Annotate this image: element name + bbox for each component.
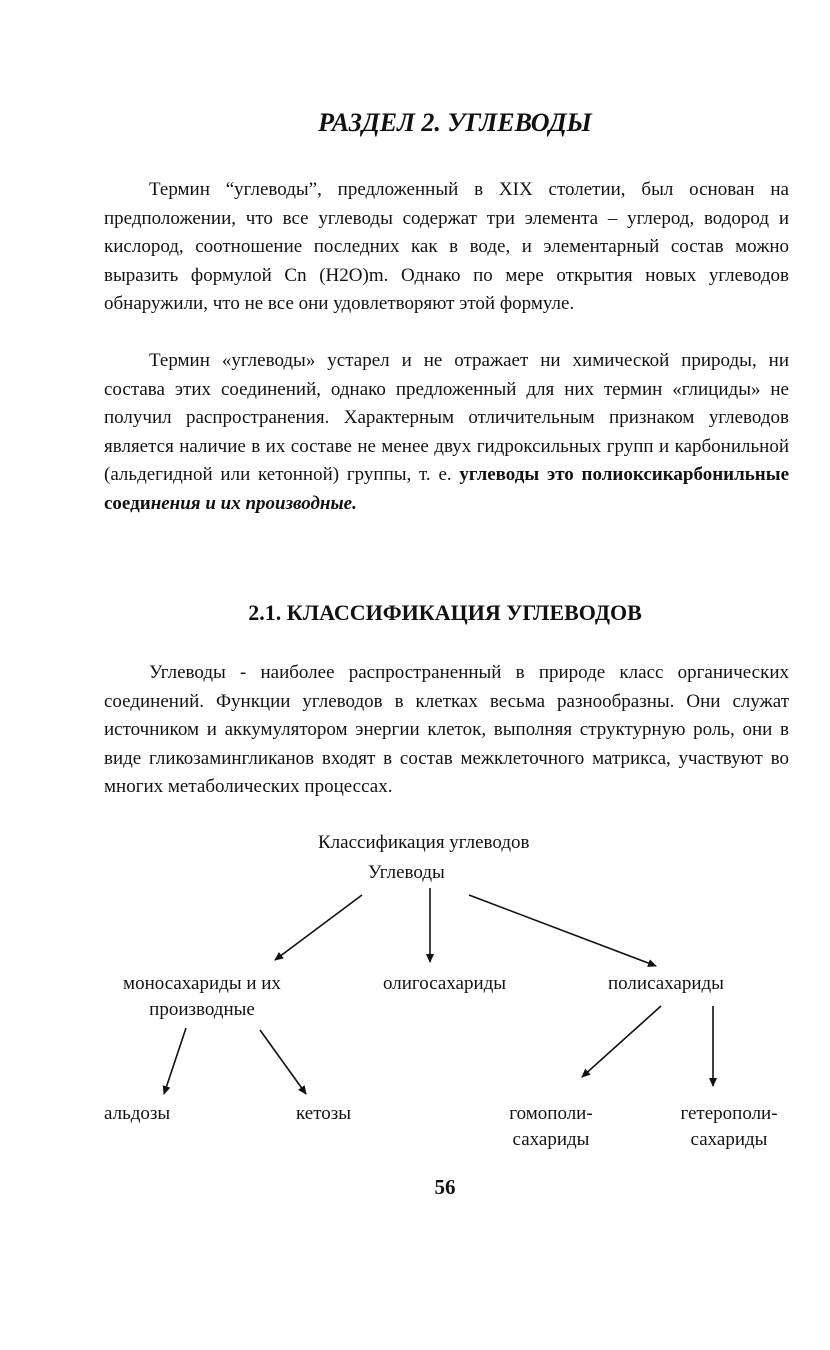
node-carbohydrates: Углеводы: [368, 862, 445, 883]
subsection-title: 2.1. КЛАССИФИКАЦИЯ УГЛЕВОДОВ: [248, 600, 642, 625]
arrow-mono-to-ketoses: [260, 1030, 306, 1094]
node-heteropolysaccharides-line1: гетерополи-: [680, 1103, 778, 1124]
paragraph-terminology-text: Термин «углеводы» устарел и не отражает ни химической природы, ни состава этих соединений, однако предложенный для них термин «глициды» не получил распространения. Характерным отличительным признаком углеводов является наличие в их составе не менее двух гидроксильных групп и карбонильной (альдегидной или кетонной) группы, т. е.: [104, 350, 789, 485]
node-ketoses: кетозы: [296, 1103, 352, 1124]
paragraph-classification: Углеводы - наиболее распространенный в природе класс органических соединений. Функции углеводов в клетках весьма разнообразны. Они служат источником и аккумулятором энергии клеток, выполняя структурную роль, они в виде гликозамингликанов входят в состав межклеточного матрикса, участвуют во многих метаболических процессах.: [104, 662, 789, 797]
definition-bold: углеводы это полиоксикарбонильные соеди: [104, 464, 790, 514]
arrow-poly-to-homo: [582, 1006, 661, 1077]
section-title: РАЗДЕЛ 2. УГЛЕВОДЫ: [318, 108, 592, 137]
node-heteropolysaccharides-line2: сахариды: [690, 1129, 768, 1150]
arrow-root-to-mono: [275, 895, 362, 960]
node-homopolysaccharides: [496, 1101, 606, 1153]
paragraph-terminology: [104, 347, 789, 518]
node-homopolysaccharides-line1: гомополи-: [509, 1103, 593, 1124]
node-aldoses: альдозы: [104, 1103, 171, 1124]
definition-bold-italic: нения и их производные.: [150, 492, 357, 514]
paragraph-intro: Термин “углеводы”, предложенный в XIX столетии, был основан на предположении, что все углеводы содержат три элемента – углерод, водород и кислород, соотношение последних как в воде, и элементарный состав можно выразить формулой Cn (H2O)m. Однако по мере открытия новых углеводов обнаружили, что не все они удовлетворяют этой формуле.: [104, 179, 789, 314]
node-homopolysaccharides-line2: сахариды: [512, 1129, 590, 1150]
node-monosaccharides: [104, 971, 300, 1023]
node-polysaccharides: полисахариды: [608, 973, 724, 994]
page-number: 56: [434, 1175, 456, 1199]
node-monosaccharides-line2: производные: [149, 999, 255, 1020]
node-heteropolysaccharides: [668, 1101, 790, 1153]
arrow-mono-to-aldoses: [164, 1028, 186, 1094]
node-oligosaccharides: олигосахариды: [383, 973, 507, 994]
arrow-root-to-poly: [469, 895, 656, 966]
node-monosaccharides-line1: моносахариды и их: [123, 973, 281, 994]
diagram-caption: Классификация углеводов: [318, 832, 530, 853]
